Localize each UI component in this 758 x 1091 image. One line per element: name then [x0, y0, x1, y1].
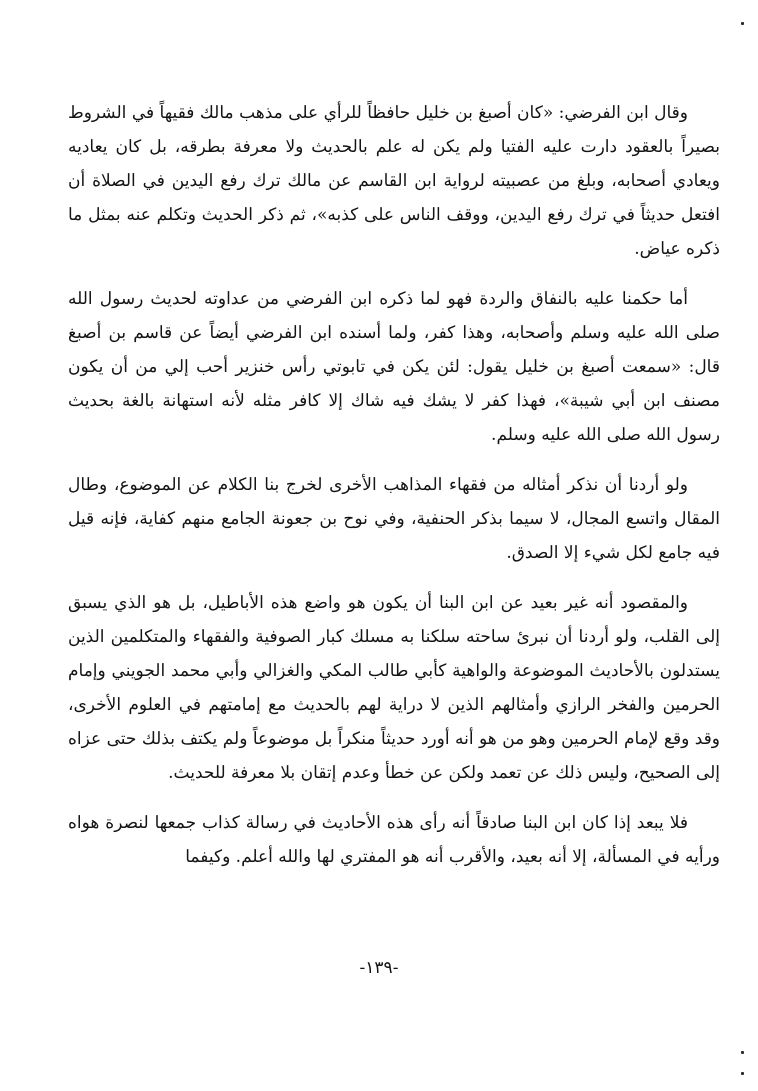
paragraph-ibn-al-faradi-quote: وقال ابن الفرضي: «كان أصبغ بن خليل حافظاً للرأي على مذهب مالك فقيهاً في الشروط بصيراً بالعقود دارت عليه الفتيا ولم يكن له علم بالحديث ولا معرفة بطرقه، بل كان يعاديه ويعادي أصحابه، وبلغ من عصبيته لرواية ابن القاسم عن مالك ترك رفع اليدين في الصلاة أن افتعل حديثاً في ترك رفع اليدين، ووقف الناس على كذبه»، ثم ذكر الحديث وتكلم عنه بمثل ما ذكره عياض. [68, 103, 720, 259]
scan-speck [741, 22, 744, 25]
paragraph-intended-meaning: والمقصود أنه غير بعيد عن ابن البنا أن يكون هو واضع هذه الأباطيل، بل هو الذي يسبق إلى القلب، ولو أردنا أن نبرئ ساحته سلكنا به مسلك كبار الصوفية والفقهاء والمتكلمين الذين يستدلون بالأحاديث الموضوعة والواهية كأبي طالب المكي والغزالي وأبي محمد الجويني وإمام الحرمين والفخر الرازي وأمثالهم الذين لا دراية لهم بالحديث مع إمامتهم في العلوم الأخرى، وقد وقع لإمام الحرمين وهو من هو أنه أورد حديثاً منكراً بل موضوعاً ولم يكتف بذلك حتى عزاه إلى الصحيح، وليس ذلك عن تعمد ولكن عن خطأ وعدم إتقان بلا معرفة للحديث. [68, 593, 720, 783]
paragraph-conclusion: فلا يبعد إذا كان ابن البنا صادقاً أنه رأى هذه الأحاديث في رسالة كذاب جمعها لنصرة هواه ورأيه في المسألة، إلا أنه بعيد، والأقرب أنه هو المفتري لها والله أعلم. وكيفما [68, 813, 720, 867]
paragraph-ruling-hypocrisy: أما حكمنا عليه بالنفاق والردة فهو لما ذكره ابن الفرضي من عداوته لحديث رسول الله صلى الله عليه وسلم وأصحابه، وهذا كفر، ولما أسنده ابن الفرضي أيضاً عن قاسم بن أصبغ قال: «سمعت أصبغ بن خليل يقول: لئن يكن في تابوتي رأس خنزير أحب إلي من أن يكون مصنف ابن أبي شيبة»، فهذا كفر لا يشك فيه شاك إلا كافر مثله لأنه استهانة بالغة بحديث رسول الله صلى الله عليه وسلم. [68, 289, 720, 445]
scan-speck [741, 1072, 744, 1075]
paragraph-other-madhhab-jurists: ولو أردنا أن نذكر أمثاله من فقهاء المذاهب الأخرى لخرج بنا الكلام عن الموضوع، وطال المقال واتسع المجال، لا سيما بذكر الحنفية، وفي نوح بن جعونة الجامع منهم كفاية، فإنه قيل فيه جامع لكل شيء إلا الصدق. [68, 475, 720, 563]
body-text [68, 96, 720, 890]
scan-speck [741, 1051, 744, 1054]
page-number: -١٣٩- [359, 958, 399, 978]
